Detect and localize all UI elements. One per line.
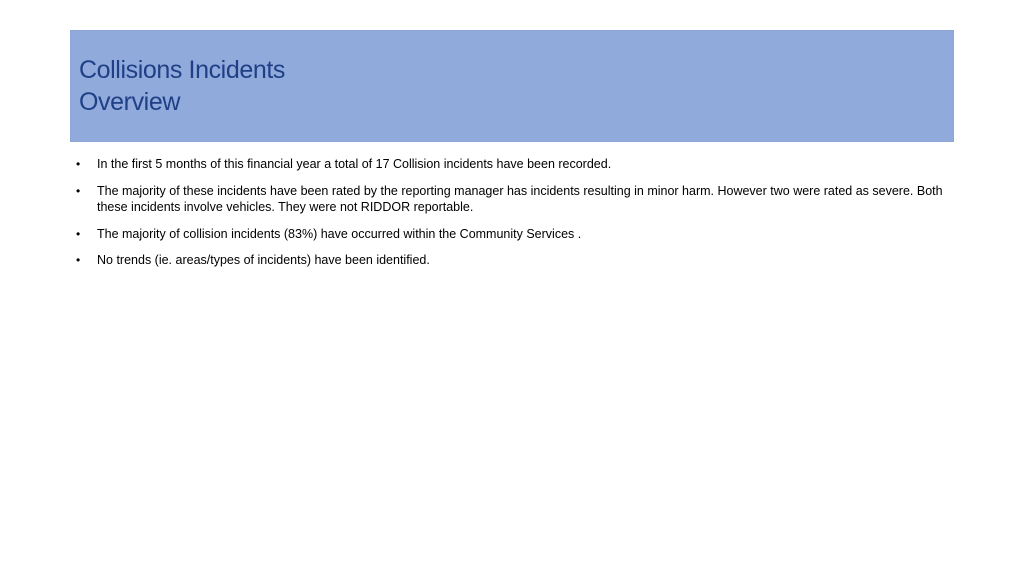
title-band (70, 30, 954, 142)
bullet-icon: • (76, 157, 81, 171)
bullet-text: No trends (ie. areas/types of incidents) have been identified. (97, 253, 430, 267)
slide-title (79, 54, 285, 118)
bullet-item (76, 156, 946, 173)
title-line-1: Collisions Incidents (79, 56, 285, 84)
bullet-icon: • (76, 226, 81, 241)
bullet-icon: • (76, 253, 81, 267)
bullet-text: The majority of these incidents have been rated by the reporting manager has incidents resulting in minor harm. However two were rated as severe. Both these incidents involve vehicles. They were not RIDDOR reportable. (97, 183, 943, 214)
bullet-item (76, 226, 946, 243)
bullet-text: In the first 5 months of this financial year a total of 17 Collision incidents have been recorded. (97, 157, 612, 171)
bullet-list (76, 156, 946, 279)
bullet-text: The majority of collision incidents (83%) have occurred within the Community Services . (97, 226, 582, 241)
bullet-icon: • (76, 183, 81, 198)
bullet-item (76, 183, 946, 216)
bullet-item (76, 252, 946, 269)
title-line-2: Overview (79, 88, 180, 116)
